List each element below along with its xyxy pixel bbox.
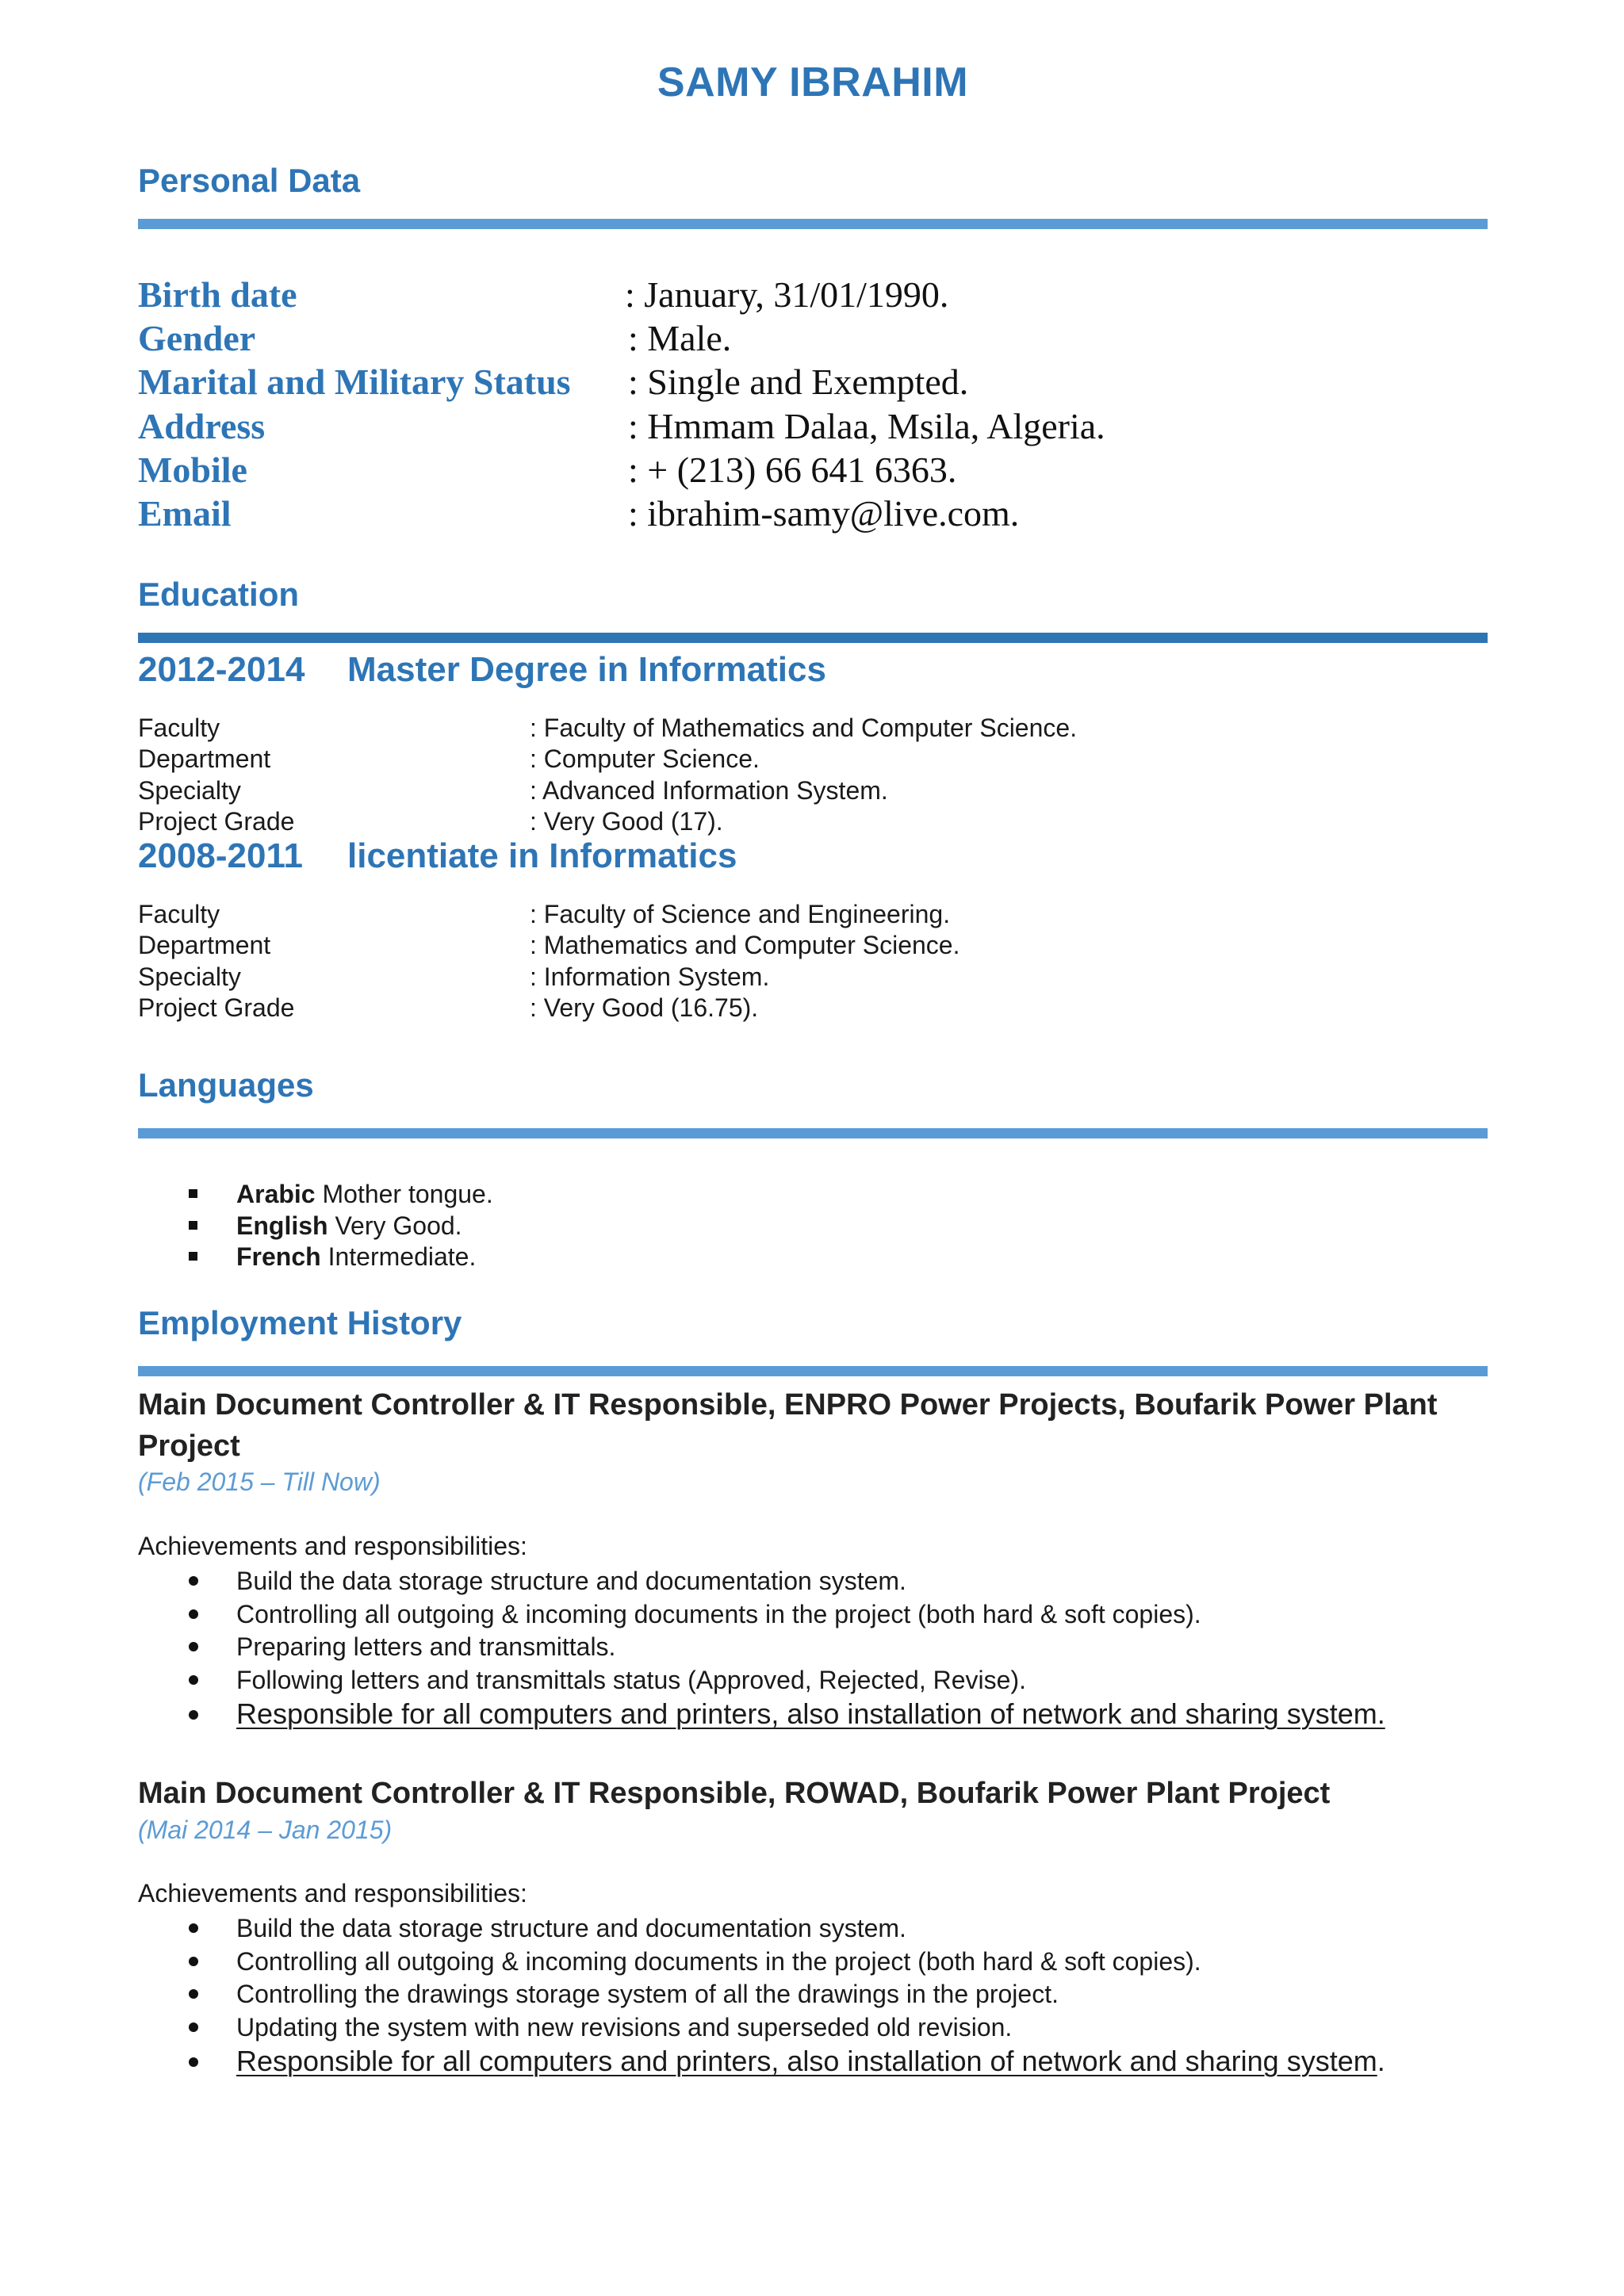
section-divider <box>138 1366 1488 1376</box>
education-label: Project Grade <box>138 807 295 836</box>
education-value: : Information System. <box>530 962 770 991</box>
personal-value: : Hmmam Dalaa, Msila, Algeria. <box>628 406 1105 446</box>
education-row <box>138 992 1488 1024</box>
square-bullet-icon <box>189 1221 197 1230</box>
education-degree: Master Degree in Informatics <box>347 650 826 689</box>
personal-value: : + (213) 66 641 6363. <box>628 450 957 490</box>
square-bullet-icon <box>189 1189 197 1198</box>
achievement-text: Updating the system with new revisions and superseded old revision. <box>236 2013 1013 2042</box>
achievement-text: Responsible for all computers and printers, also installation of network and sharing system. <box>236 1697 1385 1730</box>
education-value: : Computer Science. <box>530 744 760 773</box>
education-row <box>138 806 1488 837</box>
job-period: (Feb 2015 – Till Now) <box>138 1468 381 1496</box>
language-level: Very Good. <box>335 1211 462 1240</box>
section-title-personal: Personal Data <box>138 162 361 199</box>
achievement-text: Controlling the drawings storage system of all the drawings in the project. <box>236 1980 1059 2008</box>
education-degree: licentiate in Informatics <box>347 836 737 875</box>
bullet-icon <box>189 1923 198 1933</box>
achievement-text: Build the data storage structure and documentation system. <box>236 1914 906 1942</box>
personal-row <box>138 448 1488 492</box>
achievement-text: Build the data storage structure and documentation system. <box>236 1567 906 1595</box>
education-row <box>138 743 1488 775</box>
job-period: (Mai 2014 – Jan 2015) <box>138 1816 393 1844</box>
personal-value: : Male. <box>628 318 732 358</box>
personal-label: Gender <box>138 318 256 358</box>
job-title: Main Document Controller & IT Responsible, ROWAD, Boufarik Power Plant Project <box>138 1777 1331 1810</box>
section-title-employment: Employment History <box>138 1304 462 1341</box>
section-title-languages: Languages <box>138 1066 314 1104</box>
personal-row <box>138 316 1488 361</box>
achievement-text: Preparing letters and transmittals. <box>236 1632 616 1661</box>
resume-name: SAMY IBRAHIM <box>657 59 969 105</box>
language-level: Intermediate. <box>327 1242 477 1271</box>
education-label: Project Grade <box>138 993 295 1022</box>
section-divider <box>138 219 1488 229</box>
bullet-icon <box>189 2057 198 2067</box>
personal-row <box>138 273 1488 317</box>
bullet-icon <box>189 1576 198 1586</box>
language-name: English <box>236 1211 328 1240</box>
achievements-heading: Achievements and responsibilities: <box>138 1879 527 1908</box>
education-label: Specialty <box>138 776 241 805</box>
section-title-education: Education <box>138 576 300 613</box>
education-value: : Very Good (17). <box>530 807 723 836</box>
achievement-text-period: . <box>1377 2045 1385 2077</box>
education-row <box>138 898 1488 930</box>
bullet-icon <box>189 1675 198 1685</box>
education-row <box>138 775 1488 806</box>
section-divider <box>138 1128 1488 1138</box>
square-bullet-icon <box>189 1252 197 1261</box>
bullet-icon <box>189 1642 198 1651</box>
education-label: Specialty <box>138 962 241 991</box>
personal-label: Address <box>138 406 266 446</box>
education-years: 2012-2014 <box>138 650 305 689</box>
education-value: : Very Good (16.75). <box>530 993 759 1022</box>
achievement-text: Controlling all outgoing & incoming documents in the project (both hard & soft copies). <box>236 1947 1201 1976</box>
personal-value: : January, 31/01/1990. <box>625 274 949 315</box>
education-label: Department <box>138 931 271 959</box>
education-label: Faculty <box>138 900 220 928</box>
section-divider <box>138 633 1488 643</box>
achievements-heading: Achievements and responsibilities: <box>138 1532 527 1560</box>
personal-row <box>138 404 1488 449</box>
education-value: : Faculty of Science and Engineering. <box>530 900 951 928</box>
education-value: : Advanced Information System. <box>530 776 888 805</box>
education-value: : Mathematics and Computer Science. <box>530 931 960 959</box>
achievement-text: Following letters and transmittals status (Approved, Rejected, Revise). <box>236 1666 1026 1694</box>
education-years: 2008-2011 <box>138 836 303 875</box>
language-name: French <box>236 1242 321 1271</box>
personal-row <box>138 492 1488 536</box>
education-row <box>138 712 1488 744</box>
education-row <box>138 929 1488 961</box>
bullet-icon <box>189 1609 198 1619</box>
education-value: : Faculty of Mathematics and Computer Science. <box>530 714 1078 742</box>
bullet-icon <box>189 1957 198 1966</box>
bullet-icon <box>189 2022 198 2032</box>
personal-value: : ibrahim-samy@live.com. <box>628 493 1020 534</box>
language-level: Mother tongue. <box>322 1180 493 1208</box>
personal-label: Birth date <box>138 274 297 315</box>
job-title: Main Document Controller & IT Responsible, ENPRO Power Projects, Boufarik Power Plant Project <box>138 1388 1438 1463</box>
achievement-text: Controlling all outgoing & incoming documents in the project (both hard & soft copies). <box>236 1600 1201 1628</box>
personal-row <box>138 360 1488 404</box>
personal-label: Mobile <box>138 450 247 490</box>
personal-value: : Single and Exempted. <box>628 362 969 402</box>
education-label: Department <box>138 744 271 773</box>
personal-label: Marital and Military Status <box>138 362 571 402</box>
bullet-icon <box>189 1989 198 1999</box>
achievement-text: Responsible for all computers and printers, also installation of network and sharing system <box>236 2045 1377 2077</box>
bullet-icon <box>189 1710 198 1720</box>
education-label: Faculty <box>138 714 220 742</box>
education-row <box>138 961 1488 993</box>
language-name: Arabic <box>236 1180 316 1208</box>
personal-label: Email <box>138 493 232 534</box>
